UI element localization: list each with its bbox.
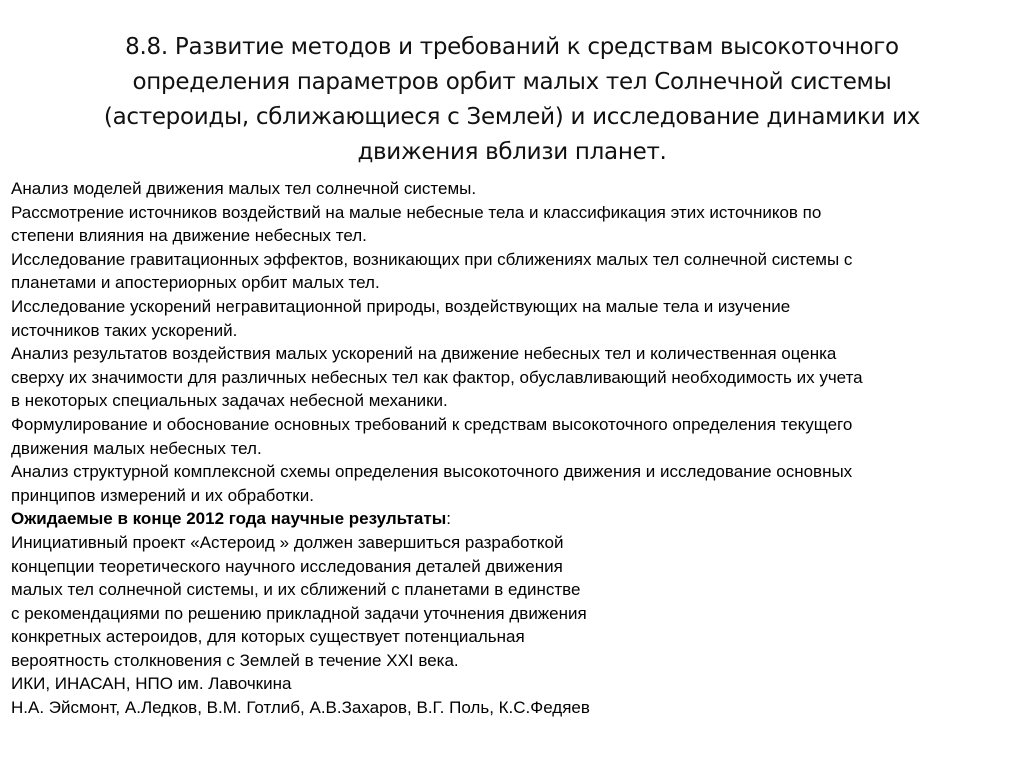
body-line: Анализ структурной комплексной схемы определения высокоточного движения и исследование основных bbox=[11, 462, 853, 482]
organizations: ИКИ, ИНАСАН, НПО им. Лавочкина bbox=[11, 674, 292, 694]
results-heading-colon: : bbox=[446, 509, 451, 529]
results-line: с рекомендациями по решению прикладной задачи уточнения движения bbox=[11, 603, 587, 623]
body-line: в некоторых специальных задачах небесной механики. bbox=[11, 391, 448, 411]
body-line: степени влияния на движение небесных тел. bbox=[11, 226, 367, 246]
body-line: Рассмотрение источников воздействий на малые небесные тела и классификация этих источников по bbox=[11, 202, 822, 222]
results-heading: Ожидаемые в конце 2012 года научные результаты bbox=[11, 509, 447, 529]
results-line: концепции теоретического научного исследования деталей движения bbox=[11, 556, 563, 576]
body-line: Анализ моделей движения малых тел солнечной системы. bbox=[11, 179, 477, 198]
slide-title bbox=[60, 30, 964, 170]
title-line: определения параметров орбит малых тел Солнечной системы bbox=[132, 69, 892, 95]
results-line: вероятность столкновения с Землей в течение XXI века. bbox=[11, 650, 459, 670]
body-line: Анализ результатов воздействия малых ускорений на движение небесных тел и количественная оценка bbox=[11, 344, 837, 364]
title-line: 8.8. Развитие методов и требований к средствам высокоточного bbox=[125, 34, 899, 60]
title-line: движения вблизи планет. bbox=[357, 139, 667, 165]
body-line: Исследование гравитационных эффектов, возникающих при сближениях малых тел солнечной системы с bbox=[11, 249, 853, 269]
body-line: источников таких ускорений. bbox=[11, 320, 238, 340]
results-heading-line bbox=[11, 507, 1017, 531]
slide-body bbox=[11, 177, 1017, 720]
results-line: Инициативный проект «Астероид » должен завершиться разработкой bbox=[11, 532, 564, 552]
body-line: сверху их значимости для различных небесных тел как фактор, обуславливающий необходимость их учета bbox=[11, 367, 863, 387]
body-line: принципов измерений и их обработки. bbox=[11, 485, 314, 505]
body-line: планетами и апостериорных орбит малых тел. bbox=[11, 273, 380, 293]
results-line: конкретных астероидов, для которых существует потенциальная bbox=[11, 627, 525, 647]
body-line: движения малых небесных тел. bbox=[11, 438, 262, 458]
body-line: Формулирование и обоснование основных требований к средствам высокоточного определения текущего bbox=[11, 414, 853, 434]
authors: Н.А. Эйсмонт, А.Ледков, В.М. Готлиб, А.В.Захаров, В.Г. Поль, К.С.Федяев bbox=[11, 698, 590, 718]
title-line: (астероиды, сближающиеся с Землей) и исследование динамики их bbox=[103, 104, 921, 130]
body-line: Исследование ускорений негравитационной природы, воздействующих на малые тела и изучение bbox=[11, 296, 791, 316]
results-line: малых тел солнечной системы, и их сближений с планетами в единстве bbox=[11, 580, 581, 600]
